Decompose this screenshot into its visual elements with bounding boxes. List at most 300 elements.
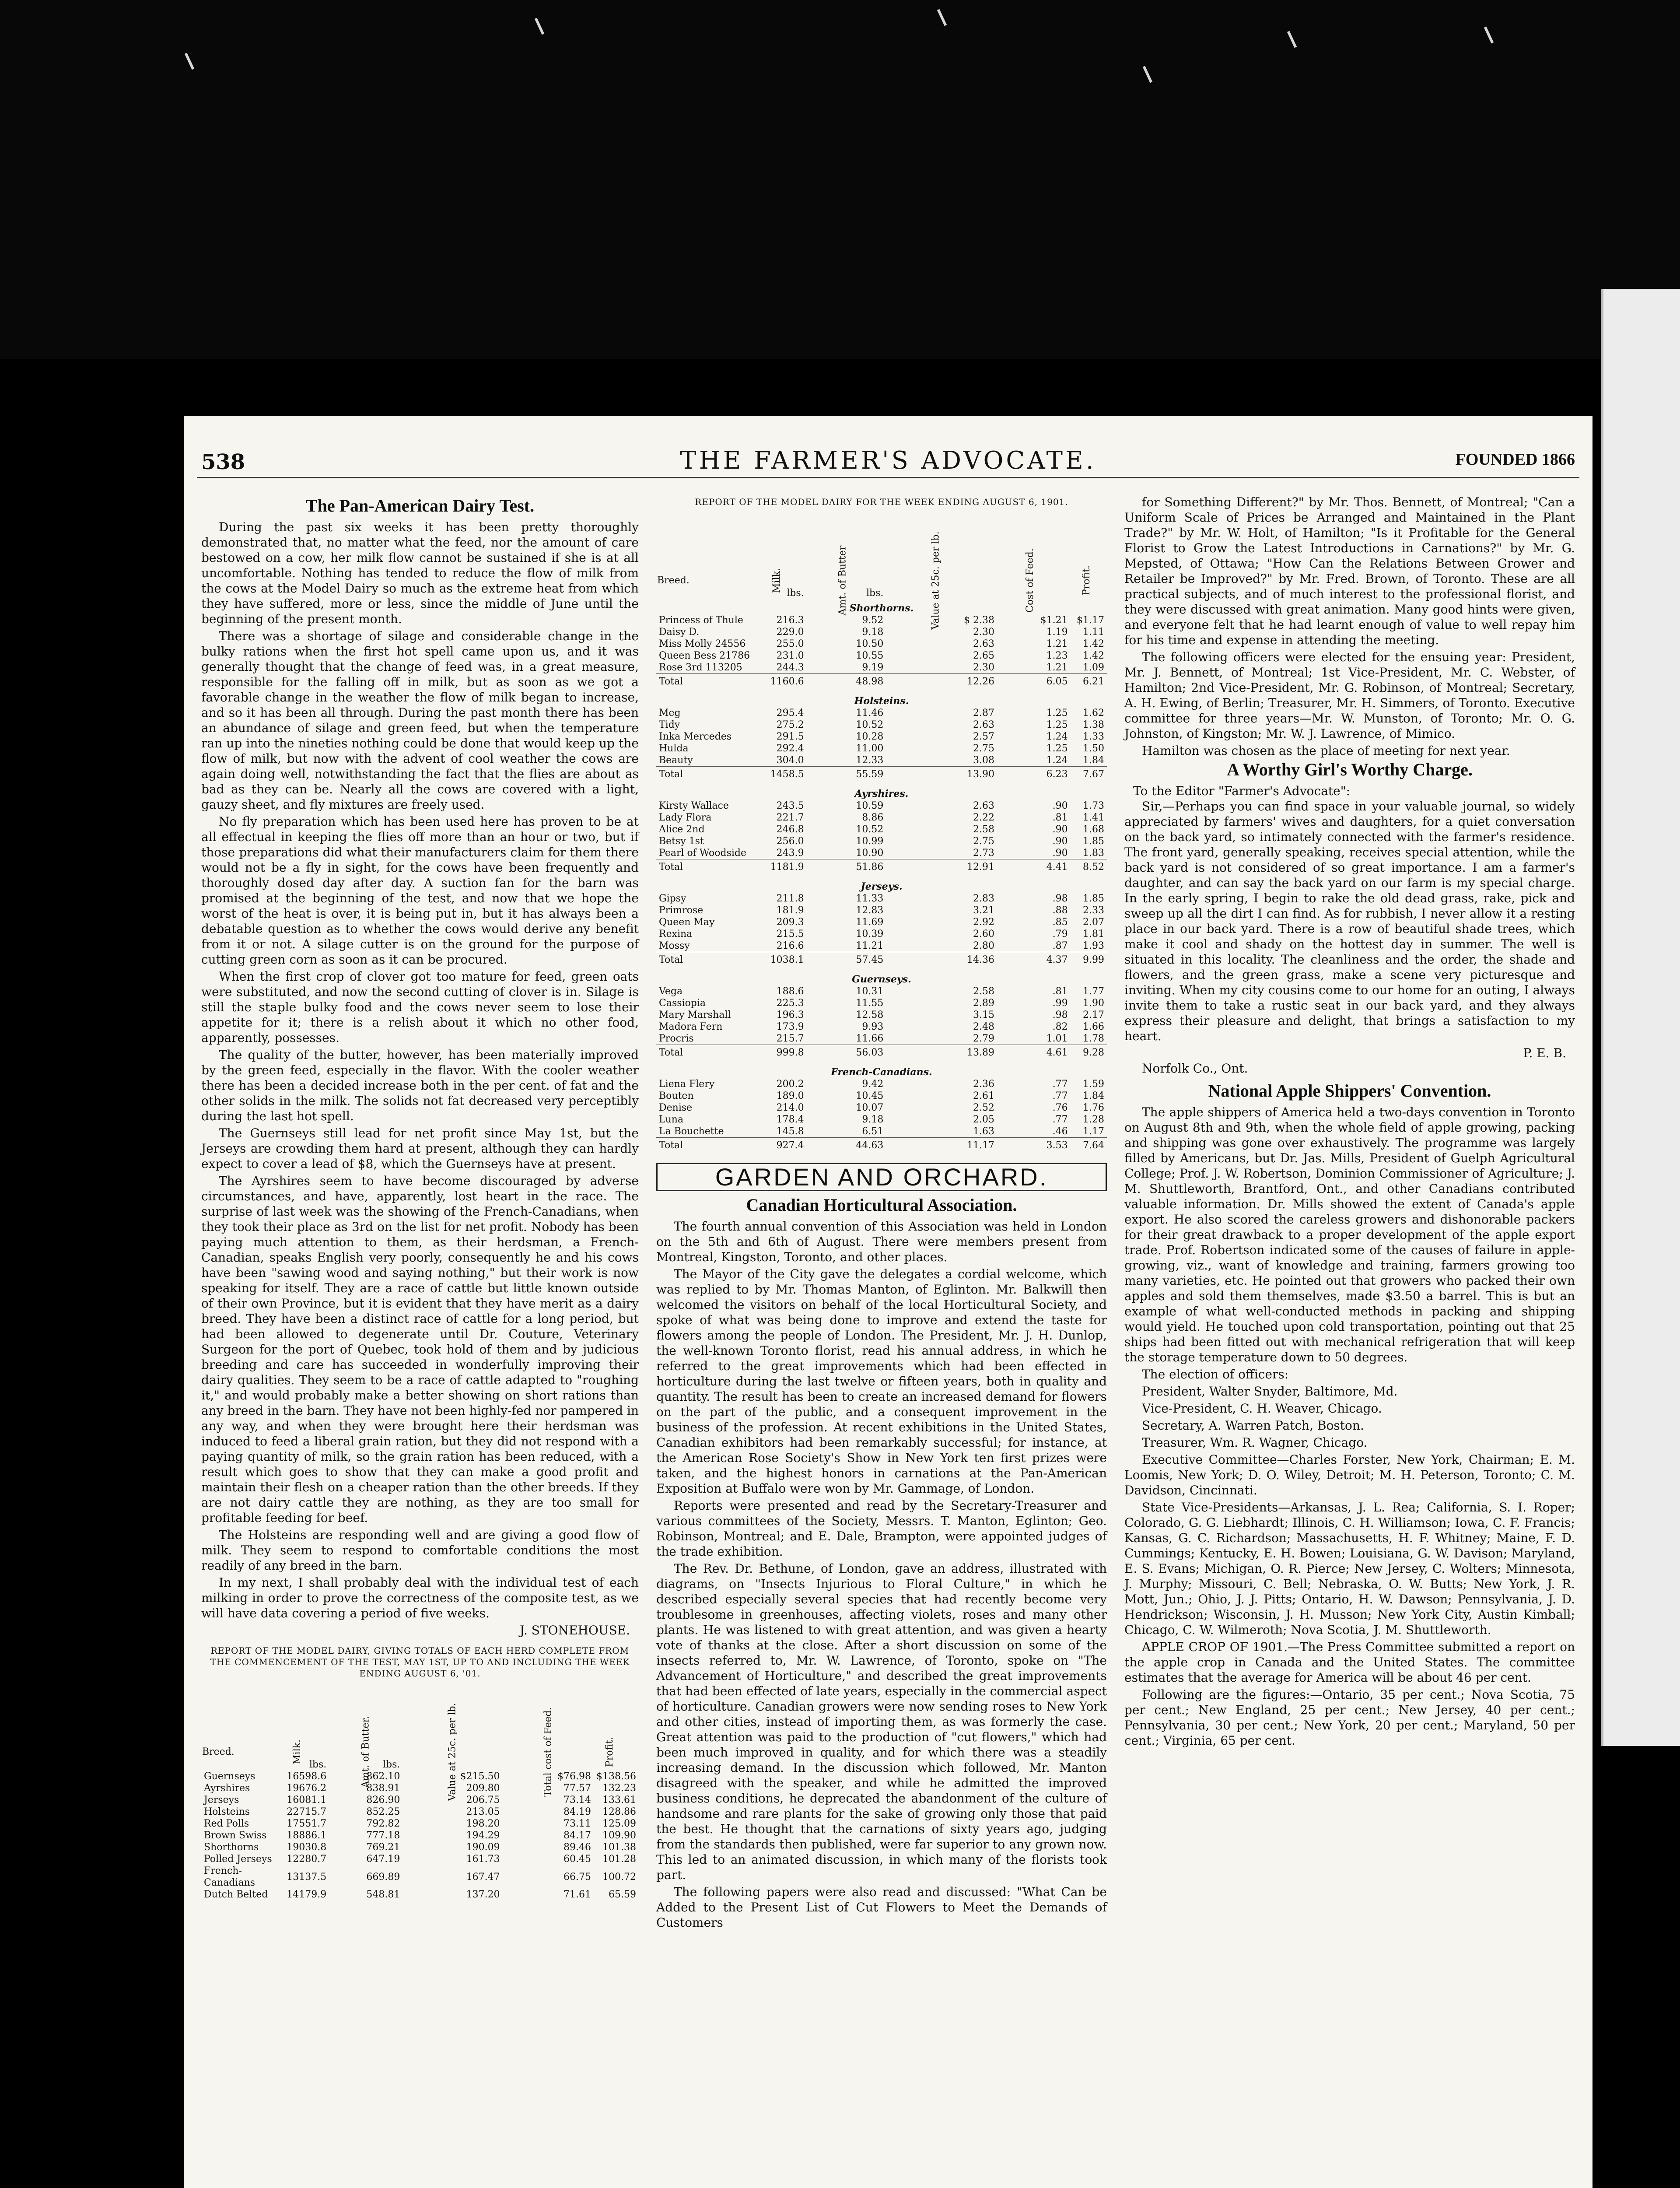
- group-name: Shorthorns.: [849, 603, 914, 614]
- paragraph: No fly preparation which has been used here has proven to be at all effectual in keeping the flies off more than an hour or two, but if those preparations did what their manufacturers claim for them there would not be a fly in sight, for the cows have been frequently and thoroughly dosed day after day. A suction fan for the barn was promised at the beginning of the test, and now that we hope the worst of the heat is over, it is being put in, but it has always been a debatable question as to whether the cows would derive any benefit from it or not. A silage cutter is on the ground for the purpose of cutting green corn as soon as it can be procured.: [201, 814, 639, 967]
- table-cell: 8.86: [862, 812, 884, 823]
- unit-cell: lbs.: [787, 588, 804, 599]
- table-cell: 2.48: [973, 1021, 995, 1032]
- table-row: [201, 1865, 639, 1889]
- film-scratch: [1287, 31, 1297, 48]
- table-cell: 927.4: [763, 1138, 807, 1156]
- table-cell: .99: [1052, 998, 1068, 1009]
- table-cell: .98: [1052, 893, 1068, 904]
- group-header-row: [656, 692, 1107, 707]
- table-cell: 2.05: [973, 1114, 995, 1125]
- table-cell: 777.18: [366, 1830, 400, 1841]
- table-cell: 10.31: [856, 986, 884, 997]
- paragraph: APPLE CROP OF 1901.—The Press Committee submitted a report on the apple crop in Canada and the United States. The committee estimates that the average for America will be about 46 per cent.: [1124, 1640, 1575, 1685]
- table-cell: 999.8: [763, 1045, 807, 1063]
- table-cell: 12.26: [886, 674, 997, 692]
- table-cell: 133.61: [602, 1795, 636, 1806]
- table-cell: 3.08: [973, 755, 995, 766]
- row-label: Cassiopia: [659, 998, 706, 1009]
- table-cell: 2.22: [973, 812, 995, 823]
- row-label: Pearl of Woodside: [659, 848, 746, 859]
- table-cell: 769.21: [366, 1842, 400, 1853]
- table-cell: 196.3: [776, 1010, 804, 1020]
- table-cell: $215.50: [460, 1771, 500, 1782]
- table-cell: .87: [1052, 940, 1068, 951]
- row-label: Kirsty Wallace: [659, 800, 729, 811]
- table-cell: 1.50: [1083, 743, 1104, 754]
- row-label: Procris: [659, 1033, 694, 1044]
- table-cell: 1.84: [1083, 1090, 1104, 1101]
- row-label: French-Canadians: [204, 1865, 255, 1888]
- unit-cell: [201, 1759, 284, 1771]
- table-row: [656, 824, 1107, 835]
- table-cell: 13.90: [886, 767, 997, 785]
- table-cell: 7.64: [1071, 1138, 1107, 1156]
- film-scratch: [1143, 66, 1152, 83]
- paragraph: Hamilton was chosen as the place of meeting for next year.: [1142, 743, 1510, 758]
- row-label: Mary Marshall: [659, 1010, 731, 1020]
- table-cell: 4.61: [997, 1045, 1071, 1063]
- herd-totals-table: [201, 1683, 639, 1900]
- paragraph: The quality of the butter, however, has been materially improved by the green feed, especially in the flavor. With the cooler weather there has been a decided increase both in the per cent. of fat and the other solids in the milk. The solids not fat decreased very perceptibly during the last hot spell.: [201, 1048, 639, 1123]
- paragraph: President, Walter Snyder, Baltimore, Md.: [1142, 1384, 1398, 1399]
- table-cell: 1.73: [1083, 800, 1104, 811]
- unit-cell: lbs.: [866, 588, 884, 599]
- table-cell: 6.51: [862, 1126, 884, 1137]
- row-label: Bouten: [659, 1090, 694, 1101]
- table-cell: 1.28: [1083, 1114, 1104, 1125]
- table-row: [201, 1806, 639, 1818]
- table-cell: 11.66: [856, 1033, 884, 1044]
- paragraph: When the first crop of clover got too mature for feed, green oats were substituted, and now the second cutting of clover is in. Silage is still the staple bulky food and the cows never seem to lose their appetite for it; there is a relish about it which no other food, apparently, possesses.: [201, 969, 639, 1045]
- table-cell: 2.17: [1083, 1010, 1104, 1020]
- group-name: Jerseys.: [861, 881, 903, 892]
- table-cell: 194.29: [466, 1830, 500, 1841]
- table-cell: 19676.2: [287, 1783, 327, 1794]
- table-cell: 128.86: [602, 1806, 636, 1817]
- table-cell: 1.76: [1083, 1102, 1104, 1113]
- table-cell: 246.8: [776, 824, 804, 835]
- table-cell: 216.3: [776, 615, 804, 626]
- table-cell: 16081.1: [287, 1795, 327, 1806]
- header-rule: [197, 477, 1579, 478]
- row-label: Holsteins: [204, 1806, 250, 1817]
- table-cell: .90: [1052, 824, 1068, 835]
- table-cell: 213.05: [466, 1806, 500, 1817]
- table-cell: .88: [1052, 905, 1068, 916]
- paragraph: The apple shippers of America held a two-days convention in Toronto on August 8th and 9th, when the whole field of apple growing, packing and shipping was gone over exhaustively. The programme was largely filled by Americans, but Dr. Jas. Mills, President of Guelph Agricultural College; Prof. J. W. Robertson, Dominion Commissioner of Agriculture; J. M. Shuttleworth, Brantford, Ont., and other Canadians contributed valuable information. Dr. Mills showed the extent of Canada's apple export. He also scored the careless growers and dishonorable packers for their great drawback to a proper development of the apple export trade. Prof. Robertson indicated some of the causes of failure in apple-growing, viz., want of knowledge and training, farmers growing too many varieties, etc. He pointed out that growers who packed their own apples and sold them themselves, made $3.50 a barrel. This is but an example of what well-conducted methods in packing and shipping would yield. He touched upon cold transportation, pointing out that 25 ships had been fitted out with mechanical refrigeration that will keep the storage temperature down to 50 degrees.: [1124, 1105, 1575, 1364]
- table-cell: 48.98: [807, 674, 886, 692]
- group-header-row: [656, 785, 1107, 800]
- article-body-apple-shippers: [1124, 1105, 1575, 1748]
- table-cell: 4.41: [997, 859, 1071, 878]
- table-cell: 2.61: [973, 1090, 995, 1101]
- table-cell: 132.23: [602, 1783, 636, 1794]
- column-2: [656, 494, 1107, 1932]
- table-cell: 2.92: [973, 917, 995, 928]
- row-label: Brown Swiss: [204, 1830, 267, 1841]
- table-cell: 244.3: [776, 662, 804, 673]
- table-header-row: [656, 511, 1107, 587]
- table-cell: 1.01: [1046, 1033, 1068, 1044]
- table-cell: 209.3: [776, 917, 804, 928]
- table-cell: $ 2.38: [964, 615, 995, 626]
- table-cell: 8.52: [1071, 859, 1107, 878]
- weekly-report-table: [656, 511, 1107, 1156]
- table-cell: 100.72: [602, 1871, 636, 1883]
- row-label: Tidy: [659, 719, 680, 730]
- row-label: Queen Bess 21786: [659, 650, 750, 661]
- table-cell: 548.81: [366, 1889, 400, 1900]
- table-cell: 12.91: [886, 859, 997, 878]
- table-cell: 200.2: [776, 1079, 804, 1090]
- table-row: [656, 707, 1107, 719]
- paragraph: There was a shortage of silage and considerable change in the bulky rations when the first hot spell came upon us, and it was generally thought that the change of feed was, in a great measure, responsible for the falling off in milk, but as soon as we got a favorable change in the weather the flow of milk began to increase, and so it has been all through. During the past month there has been an abundance of silage and green feed, but when the temperature ran up into the nineties nothing could be done that would keep up the flow of milk, but now with the advent of cool weather the cows are again doing well, notwithstanding the fact that the flies are about as bad as they can be. Nearly all the cows are covered with a light, gauzy sheet, and fly mixtures are freely used.: [201, 629, 639, 812]
- table-cell: 209.80: [466, 1783, 500, 1794]
- table-cell: 2.07: [1083, 917, 1104, 928]
- table-cell: .77: [1052, 1090, 1068, 1101]
- table-cell: 2.79: [973, 1033, 995, 1044]
- unit-cell: lbs.: [382, 1759, 400, 1770]
- table-cell: 11.00: [856, 743, 884, 754]
- table-cell: 188.6: [776, 986, 804, 997]
- table-cell: 1.85: [1083, 893, 1104, 904]
- table-cell: 89.46: [564, 1842, 592, 1853]
- row-label: Total: [656, 1045, 763, 1063]
- table-cell: 231.0: [776, 650, 804, 661]
- column-header: Amt. of Butter.: [360, 1716, 371, 1788]
- table-cell: 9.19: [862, 662, 884, 673]
- table-cell: .46: [1052, 1126, 1068, 1137]
- table-cell: .85: [1052, 917, 1068, 928]
- table-row: [201, 1771, 639, 1782]
- table-row: [656, 1009, 1107, 1021]
- table-cell: 73.11: [564, 1818, 592, 1829]
- table-cell: 669.89: [366, 1871, 400, 1883]
- table-cell: 4.37: [997, 952, 1071, 971]
- table-cell: 2.75: [973, 836, 995, 847]
- paragraph: Secretary, A. Warren Patch, Boston.: [1142, 1418, 1364, 1433]
- table-cell: 16598.6: [287, 1771, 327, 1782]
- table-cell: 10.52: [856, 824, 884, 835]
- table-cell: 256.0: [776, 836, 804, 847]
- table-cell: .77: [1052, 1114, 1068, 1125]
- table-row: [656, 754, 1107, 767]
- row-label: Miss Molly 24556: [659, 638, 746, 649]
- table-cell: 1.25: [1046, 708, 1068, 719]
- table-cell: 1.17: [1083, 1126, 1104, 1137]
- row-label: Hulda: [659, 743, 689, 754]
- row-label: Daisy D.: [659, 627, 700, 638]
- table-cell: 2.63: [973, 638, 995, 649]
- table-cell: 9.52: [862, 615, 884, 626]
- row-label: Red Polls: [204, 1818, 249, 1829]
- column-header: Total cost of Feed.: [542, 1707, 554, 1797]
- column-header: Value at 25c. per lb.: [930, 531, 942, 630]
- table-cell: 6.23: [997, 767, 1071, 785]
- row-label: Jerseys: [204, 1795, 239, 1806]
- table-cell: 243.5: [776, 800, 804, 811]
- paragraph: Treasurer, Wm. R. Wagner, Chicago.: [1142, 1435, 1368, 1450]
- row-label: Beauty: [659, 755, 693, 766]
- table-cell: 2.33: [1083, 905, 1104, 916]
- table-row: [656, 1021, 1107, 1033]
- article-title-worthy-girl: A Worthy Girl's Worthy Charge.: [1227, 760, 1473, 779]
- table-cell: 145.8: [776, 1126, 804, 1137]
- table-cell: .98: [1052, 1010, 1068, 1020]
- table-cell: .90: [1052, 800, 1068, 811]
- table-cell: 12.33: [856, 755, 884, 766]
- founded-label: FOUNDED 1866: [1455, 450, 1575, 469]
- table-cell: 125.09: [602, 1818, 636, 1829]
- row-label: Primrose: [659, 905, 704, 916]
- table-cell: 1458.5: [763, 767, 807, 785]
- table-cell: 2.52: [973, 1102, 995, 1113]
- table-row: [656, 731, 1107, 743]
- paragraph: The following papers were also read and discussed: "What Can be Added to the Present List of Cut Flowers to Meet the Demands of Customers: [656, 1885, 1107, 1930]
- table-cell: 1160.6: [763, 674, 807, 692]
- table-cell: 647.19: [366, 1854, 400, 1865]
- column-header: Milk.: [292, 1739, 303, 1764]
- group-header-row: [656, 970, 1107, 985]
- table-cell: 275.2: [776, 719, 804, 730]
- paragraph: The Mayor of the City gave the delegates a cordial welcome, which was replied to by Mr. Thomas Manton, of Eglinton. Mr. Balkwill then welcomed the visitors on behalf of the local Horticultural Society, and spoke of what was being done to improve and extend the taste for flowers among the people of London. The President, Mr. J. H. Dunlop, the well-known Toronto florist, read his annual address, in which he referred to the great improvements which had been effected in horticulture during the last twelve or fifteen years, both in quality and quantity. The result has been to create an increased demand for flowers on the part of the public, and a consequent improvement in the business of the profession. At recent exhibitions in the United States, Canadian exhibitors had been remarkably successful; for instance, at the American Rose Society's Show in New York ten first prizes were taken, and the highest honors in carnations at the Pan-American Exposition at Buffalo were won by Mr. Gammage, of London.: [656, 1267, 1107, 1496]
- table-cell: 11.69: [856, 917, 884, 928]
- unit-cell: [656, 587, 763, 599]
- film-scratch: [185, 53, 194, 70]
- table-cell: 1.84: [1083, 755, 1104, 766]
- table-cell: 2.58: [973, 824, 995, 835]
- article-body-continued: [1124, 494, 1575, 758]
- table-cell: 10.07: [856, 1102, 884, 1113]
- table-row: [656, 650, 1107, 662]
- article-body-horticultural: [656, 1219, 1107, 1930]
- table-cell: 1.42: [1083, 638, 1104, 649]
- row-label: Vega: [659, 986, 683, 997]
- table-cell: 2.58: [973, 986, 995, 997]
- table-cell: 2.30: [973, 627, 995, 638]
- table-cell: 792.82: [366, 1818, 400, 1829]
- table-cell: 10.52: [856, 719, 884, 730]
- newspaper-page: [184, 416, 1592, 2188]
- signature: J. STONEHOUSE.: [519, 1623, 630, 1637]
- table-cell: 291.5: [776, 731, 804, 742]
- table-row: [656, 1114, 1107, 1126]
- letter-place: Norfolk Co., Ont.: [1142, 1061, 1248, 1076]
- table-row: [656, 614, 1107, 626]
- film-scratch: [937, 9, 947, 26]
- table-cell: 10.28: [856, 731, 884, 742]
- column-header: Breed.: [657, 575, 690, 586]
- table-row: [656, 835, 1107, 847]
- paragraph: The election of officers:: [1142, 1367, 1289, 1382]
- table-cell: 11.21: [856, 940, 884, 951]
- row-label: La Bouchette: [659, 1126, 724, 1137]
- table-row: [656, 812, 1107, 824]
- table-cell: 1.66: [1083, 1021, 1104, 1032]
- article-title-horticultural: Canadian Horticultural Association.: [746, 1195, 1017, 1215]
- column-3: [1124, 494, 1575, 1750]
- table-row: [656, 674, 1107, 692]
- table-cell: 12.83: [856, 905, 884, 916]
- row-label: Total: [656, 952, 763, 971]
- row-label: Madora Fern: [659, 1021, 723, 1032]
- row-label: Dutch Belted: [204, 1889, 268, 1900]
- table-cell: 51.86: [807, 859, 886, 878]
- paragraph: The Holsteins are responding well and are giving a good flow of milk. They seem to respond to comfortable conditions the most readily of any breed in the barn.: [201, 1528, 639, 1573]
- table-cell: 215.7: [776, 1033, 804, 1044]
- table-cell: 9.99: [1071, 952, 1107, 971]
- table-cell: 229.0: [776, 627, 804, 638]
- table-cell: 215.5: [776, 929, 804, 940]
- table-cell: 206.75: [466, 1795, 500, 1806]
- table-row: [656, 800, 1107, 812]
- table-cell: 109.90: [602, 1830, 636, 1841]
- table-row: [656, 743, 1107, 754]
- table-cell: 22715.7: [287, 1806, 327, 1817]
- table-cell: 56.03: [807, 1045, 886, 1063]
- column-header: Profit.: [604, 1736, 616, 1767]
- table-row: [656, 1138, 1107, 1156]
- table-cell: 304.0: [776, 755, 804, 766]
- table-cell: 1.24: [1046, 731, 1068, 742]
- unit-cell: lbs.: [309, 1759, 327, 1770]
- row-label: Meg: [659, 708, 681, 719]
- table-row: [201, 1841, 639, 1853]
- table-cell: 1.38: [1083, 719, 1104, 730]
- article-title-dairy-test: The Pan-American Dairy Test.: [305, 496, 535, 515]
- table-cell: 1038.1: [763, 952, 807, 971]
- table-cell: 84.19: [564, 1806, 592, 1817]
- table-cell: 1.33: [1083, 731, 1104, 742]
- column-header: Value at 25c. per lb.: [447, 1703, 458, 1801]
- table-cell: .81: [1052, 812, 1068, 823]
- table-cell: 10.45: [856, 1090, 884, 1101]
- paragraph: The fourth annual convention of this Association was held in London on the 5th and 6th of August. There were members present from Montreal, Kingston, Toronto, and other places.: [656, 1219, 1107, 1264]
- group-header-row: [656, 877, 1107, 893]
- group-name: French-Canadians.: [831, 1066, 932, 1078]
- column-header: Cost of Feed.: [1024, 548, 1036, 613]
- table-row: [201, 1889, 639, 1900]
- table-row: [201, 1794, 639, 1806]
- table-cell: 1.09: [1083, 662, 1104, 673]
- row-label: Liena Flery: [659, 1079, 715, 1090]
- row-label: Betsy 1st: [659, 836, 704, 847]
- table-cell: 292.4: [776, 743, 804, 754]
- table-cell: 826.90: [366, 1795, 400, 1806]
- table-cell: 19030.8: [287, 1842, 327, 1853]
- table-row: [656, 1033, 1107, 1045]
- table-cell: 11.55: [856, 998, 884, 1009]
- table-row: [656, 916, 1107, 928]
- table-row: [656, 719, 1107, 731]
- row-label: Total: [656, 674, 763, 692]
- table-cell: 2.80: [973, 940, 995, 951]
- table-row: [656, 1102, 1107, 1114]
- group-name: Guernseys.: [852, 974, 911, 985]
- table-cell: 7.67: [1071, 767, 1107, 785]
- table-row: [201, 1782, 639, 1794]
- paragraph: The following officers were elected for the ensuing year: President, Mr. J. Bennett, of Montreal; 1st Vice-President, Mr. C. Webster, of Hamilton; 2nd Vice-President, Mr. G. Robinson, of Montreal; Secretary, A. H. Ewing, of Berlin; Treasurer, Mr. H. Simmers, of Toronto. Executive committee for three years—Mr. W. Munston, of Toronto; Mr. O. G. Johnston, of Kingston; Mr. W. J. Lawrence, of Mimico.: [1124, 650, 1575, 741]
- table-cell: 17551.7: [287, 1818, 327, 1829]
- table-cell: 10.90: [856, 848, 884, 859]
- table-cell: 65.59: [609, 1889, 636, 1900]
- table-cell: 255.0: [776, 638, 804, 649]
- paragraph: In my next, I shall probably deal with the individual test of each milking in order to prove the correctness of the composite test, as we will have data covering a period of five weeks.: [201, 1575, 639, 1620]
- paragraph: for Something Different?" by Mr. Thos. Bennett, of Montreal; "Can a Uniform Scale of Prices be Arranged and Maintained in the Plant Trade?" by Mr. W. Holt, of Hamilton; "Is it Profitable for the General Florist to Grow the Latest Introductions in Carnations?" by Mr. G. Mepsted, of Ottawa; "How Can the Relations Between Grower and Retailer be Improved?" by Mr. Fred. Brown, of Toronto. These are all practical subjects, and of much interest to the professional florist, and they were discussed with great animation. Many good hints were given, and everyone felt that he had learnt enough of value to well repay him for his time and expense in attending the meeting.: [1124, 495, 1575, 647]
- page-number: 538: [201, 450, 245, 474]
- table-row: [201, 1853, 639, 1865]
- table-cell: 12.58: [856, 1010, 884, 1020]
- row-label: Rose 3rd 113205: [659, 662, 742, 673]
- table-cell: 10.99: [856, 836, 884, 847]
- table-cell: 10.39: [856, 929, 884, 940]
- row-label: Mossy: [659, 940, 690, 951]
- row-label: Princess of Thule: [659, 615, 743, 626]
- row-label: Alice 2nd: [659, 824, 705, 835]
- column-header: Breed.: [202, 1746, 234, 1757]
- table-cell: 101.28: [602, 1854, 636, 1865]
- table-cell: 6.05: [997, 674, 1071, 692]
- table-row: [656, 847, 1107, 859]
- table-cell: 1.63: [973, 1126, 995, 1137]
- table-cell: 211.8: [776, 893, 804, 904]
- table-cell: 1.21: [1046, 638, 1068, 649]
- paragraph: The Rev. Dr. Bethune, of London, gave an address, illustrated with diagrams, on "Insects Injurious to Floral Culture," in which he described especially several species that had recently become very troublesome in greenhouses, affecting violets, roses and many other plants. He was listened to with great attention, and was given a hearty vote of thanks at the close. After a short discussion on some of the insects referred to, Mr. W. Lawrence, of Toronto, spoke on "The Advancement of Horticulture," and described the great improvements that had been effected of late years, especially in the commercial aspect of horticulture. Canadian growers were now sending roses to New York and other cities, instead of importing them, as was formerly the case. Great attention was paid to the production of "cut flowers," which had been much improved in quality, and for which there was a steadily increasing demand. In the discussion which followed, Mr. Manton disagreed with the speaker, and while he admitted the improved business conditions, he deprecated the abandonment of the culture of handsome and rare plants for the sake of growing only those that paid the best. He thought that the carnations of sixty years ago, judging from the standards then published, were far superior to any grown now. This led to an animated discussion, in which many of the florists took part.: [656, 1561, 1107, 1882]
- table-cell: 198.20: [466, 1818, 500, 1829]
- table-cell: 1.93: [1083, 940, 1104, 951]
- table-cell: 18886.1: [287, 1830, 327, 1841]
- article-title-apple-shippers: National Apple Shippers' Convention.: [1208, 1081, 1491, 1101]
- row-label: Total: [656, 859, 763, 878]
- table-cell: 9.42: [862, 1079, 884, 1090]
- table-cell: 838.91: [366, 1783, 400, 1794]
- table-cell: 1.21: [1046, 662, 1068, 673]
- table-row: [656, 638, 1107, 650]
- row-label: Inka Mercedes: [659, 731, 732, 742]
- paragraph: During the past six weeks it has been pretty thoroughly demonstrated that, no matter what the feed, nor the amount of care bestowed on a cow, her milk flow cannot be sustained if she is at all uncomfortable. Nothing has tended to reduce the flow of milk from the cows at the Model Dairy so much as the extreme heat from which they have suffered, more or less, since the middle of June until the beginning of the present month.: [201, 520, 639, 626]
- masthead: THE FARMER'S ADVOCATE.: [680, 446, 1096, 475]
- table-cell: 1.19: [1046, 627, 1068, 638]
- table-cell: 1.59: [1083, 1079, 1104, 1090]
- table-cell: $1.17: [1077, 615, 1104, 626]
- table-cell: 1.11: [1083, 627, 1104, 638]
- table-row: [201, 1830, 639, 1841]
- table-cell: 221.7: [776, 812, 804, 823]
- table-cell: 60.45: [564, 1854, 592, 1865]
- column-header: Milk.: [771, 568, 782, 593]
- table-cell: 1.41: [1083, 812, 1104, 823]
- table-row: [656, 662, 1107, 674]
- table-cell: 73.14: [564, 1795, 592, 1806]
- row-label: Gipsy: [659, 893, 686, 904]
- table-cell: 10.50: [856, 638, 884, 649]
- table-cell: 77.57: [564, 1783, 592, 1794]
- table-cell: 2.30: [973, 662, 995, 673]
- table-cell: 243.9: [776, 848, 804, 859]
- table-cell: .90: [1052, 848, 1068, 859]
- table-cell: 6.21: [1071, 674, 1107, 692]
- unit-cell: [594, 1759, 639, 1771]
- table-cell: .76: [1052, 1102, 1068, 1113]
- table-cell: 2.75: [973, 743, 995, 754]
- table-cell: 178.4: [776, 1114, 804, 1125]
- table-cell: 216.6: [776, 940, 804, 951]
- paragraph: Vice-President, C. H. Weaver, Chicago.: [1142, 1401, 1382, 1416]
- column-header: Profit.: [1081, 565, 1092, 596]
- table-cell: 295.4: [776, 708, 804, 719]
- table-cell: 12280.7: [287, 1854, 327, 1865]
